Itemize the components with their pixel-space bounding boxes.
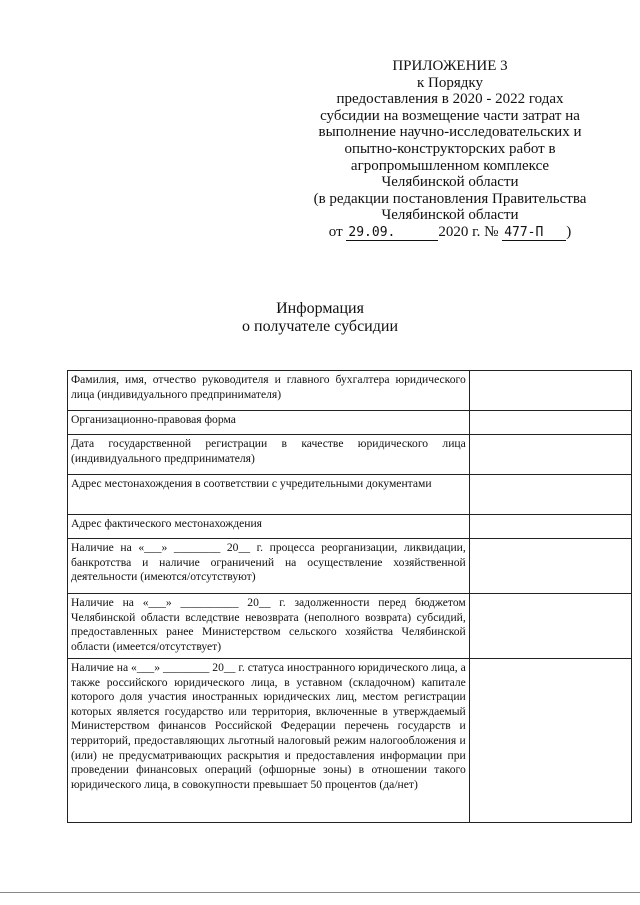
page-bottom-divider	[0, 892, 640, 893]
row-value-cell	[469, 371, 631, 411]
table-row	[68, 411, 632, 435]
row-label: Адрес фактического местонахождения	[68, 515, 470, 539]
header-line: (в редакции постановления Правительства	[313, 190, 587, 207]
appendix-header	[300, 58, 600, 241]
table-row	[68, 435, 632, 475]
row-value-cell	[469, 594, 631, 659]
row-label: Организационно-правовая форма	[68, 411, 470, 435]
row-value-cell	[469, 475, 631, 515]
row-label: Дата государственной регистрации в качестве юридического лица (индивидуального предпринимателя)	[68, 435, 470, 475]
table-row	[68, 594, 632, 659]
row-label: Фамилия, имя, отчество руководителя и главного бухгалтера юридического лица (индивидуального предпринимателя)	[68, 371, 470, 411]
header-line: предоставления в 2020 - 2022 годах	[336, 91, 564, 108]
row-label: Наличие на «___» ________ 20__ г. процесса реорганизации, ликвидации, банкротства и наличие ограничений на осуществление хозяйственной деятельности (имеются/отсутствуют)	[68, 539, 470, 594]
row-value-cell	[469, 435, 631, 475]
header-line: Челябинской области	[381, 174, 519, 191]
document-subtitle: о получателе субсидии	[242, 318, 398, 335]
row-value-cell	[469, 659, 631, 823]
row-value-cell	[469, 411, 631, 435]
row-value-cell	[469, 539, 631, 594]
header-line: к Порядку	[417, 74, 483, 91]
table-row	[68, 475, 632, 515]
header-line: ПРИЛОЖЕНИЕ 3	[392, 58, 508, 74]
decree-year: 2020 г. №	[438, 223, 499, 240]
recipient-info-table	[67, 370, 632, 823]
header-line: Челябинской области	[381, 207, 519, 224]
header-line: опытно-конструкторских работ в	[344, 140, 556, 157]
date-prefix: от	[328, 223, 343, 240]
decree-date: 29.09.	[346, 226, 438, 241]
row-value-cell	[469, 515, 631, 539]
row-label: Адрес местонахождения в соответствии с учредительными документами	[68, 475, 470, 515]
header-line: выполнение научно-исследовательских и	[318, 124, 582, 141]
table-row	[68, 371, 632, 411]
document-title: Информация	[276, 300, 364, 317]
header-line: субсидии на возмещение части затрат на	[320, 107, 580, 124]
row-label: Наличие на «___» __________ 20__ г. задолженности перед бюджетом Челябинской области вследствие невозврата (неполного возврата) субсидий, предоставленных ранее Министерством сельского хозяйства Челябинской области (имеется/отсутствует)	[68, 594, 470, 659]
row-label: Наличие на «___» ________ 20__ г. статуса иностранного юридического лица, а также российского юридического лица, в уставном (складочном) капитале которого доля участия иностранных юридических лиц, местом регистрации которых является государство или территория, включенные в утверждаемый Министерством финансов Российской Федерации перечень государств и территорий, предоставляющих льготный налоговый режим налогообложения и (или) не предусматривающих раскрытия и предоставления информации при проведении финансовых операций (офшорные зоны) в отношении такого юридического лица, в совокупности превышает 50 процентов (да/нет)	[68, 659, 470, 823]
decree-reference-line	[300, 224, 600, 241]
close-paren: )	[566, 223, 572, 240]
table-row	[68, 515, 632, 539]
header-line: агропромышленном комплексе	[350, 157, 550, 174]
table-row	[68, 539, 632, 594]
table-row	[68, 659, 632, 823]
decree-number: 477-П	[502, 226, 566, 241]
